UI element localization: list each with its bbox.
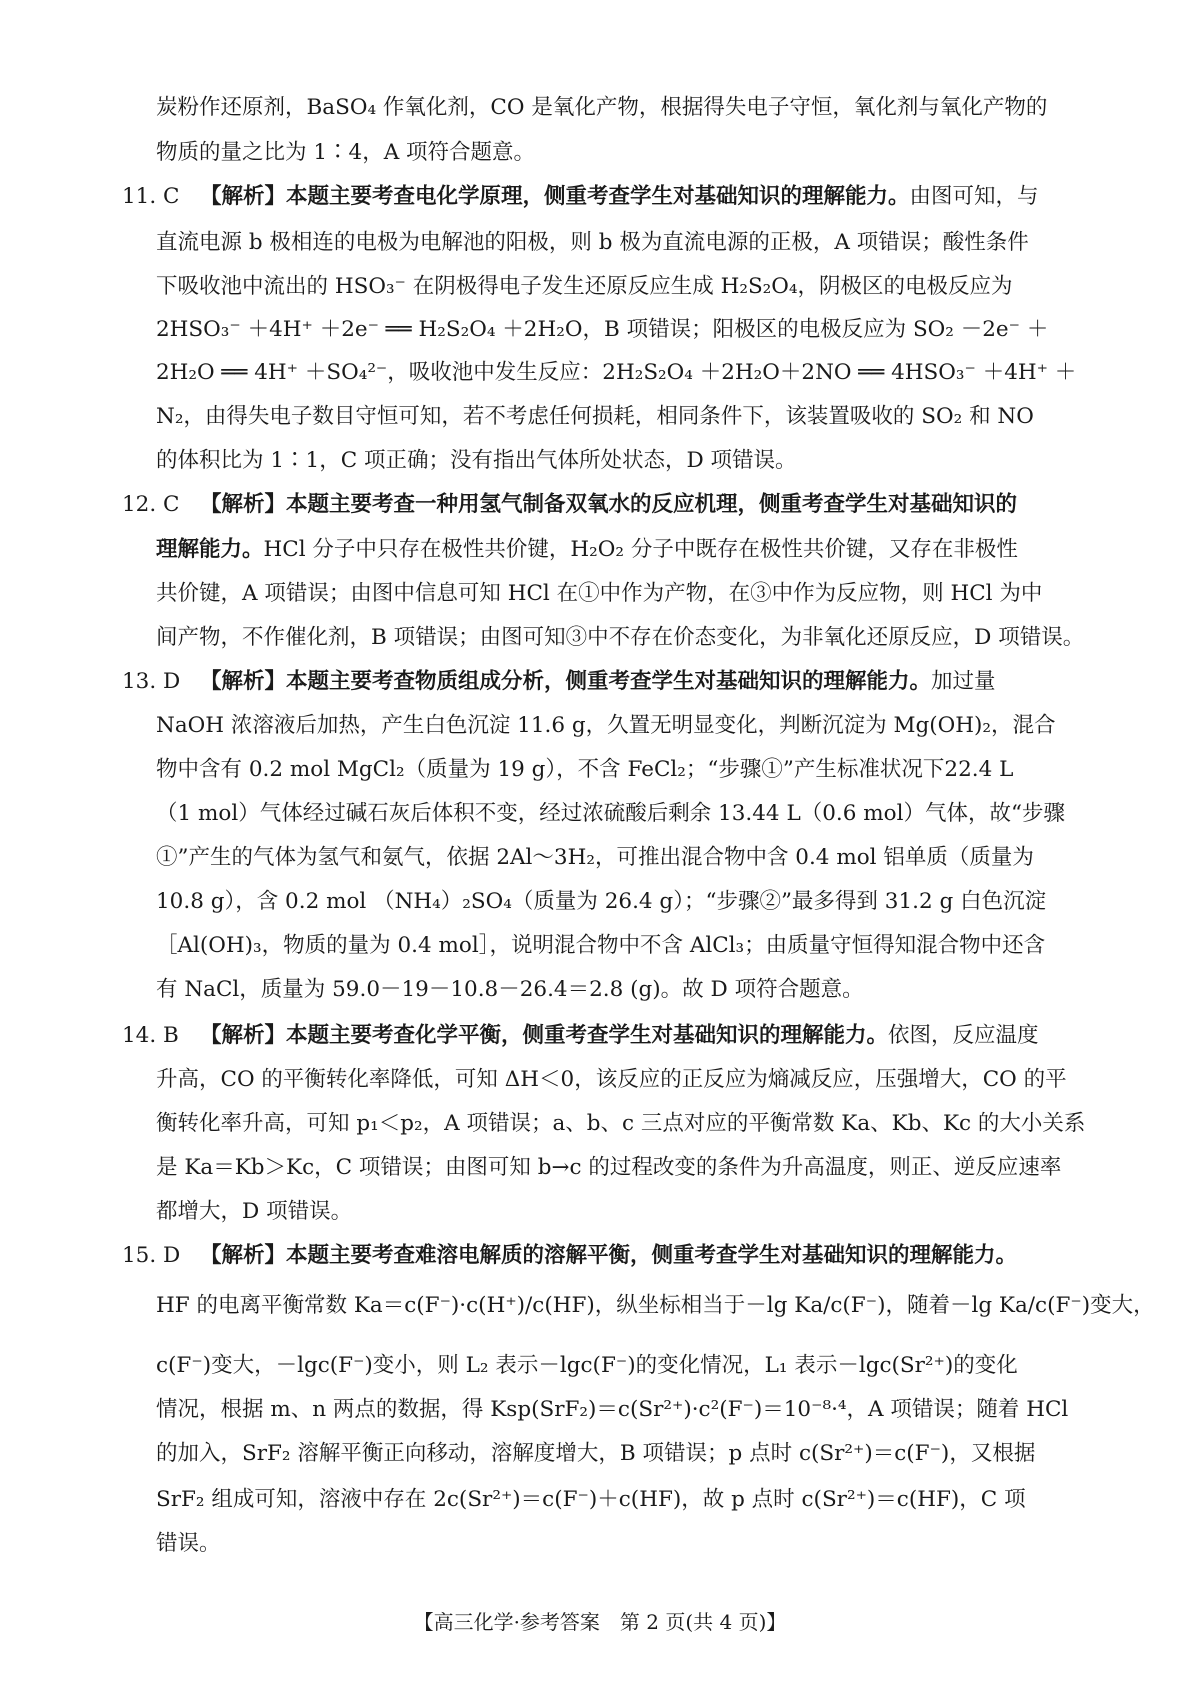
analysis-heading: 理解能力。 <box>156 537 264 562</box>
line-text: 的体积比为 1∶1，C 项正确；没有指出气体所处状态，D 项错误。 <box>156 448 797 473</box>
line-text: 10.8 g），含 0.2 mol （NH₄）₂SO₄（质量为 26.4 g）；“步骤②”最多得到 31.2 g 白色沉淀 <box>156 889 1047 914</box>
text-line <box>0 792 1200 836</box>
line-text: ［Al(OH)₃，物质的量为 0.4 mol］，说明混合物中不含 AlCl₃；由质量守恒得知混合物中还含 <box>156 933 1046 958</box>
text-line <box>0 308 1200 352</box>
line-text: 物中含有 0.2 mol MgCl₂（质量为 19 g），不含 FeCl₂；“步骤①”产生标准状况下22.4 L <box>156 757 1014 782</box>
line-text: NaOH 浓溶液后加热，产生白色沉淀 11.6 g，久置无明显变化，判断沉淀为 Mg(OH)₂，混合 <box>156 713 1056 738</box>
line-text: 【解析】本题主要考查物质组成分析，侧重考查学生对基础知识的理解能力。加过量 <box>200 660 1090 704</box>
line-text: 下吸收池中流出的 HSO₃⁻ 在阴极得电子发生还原反应生成 H₂S₂O₄，阴极区的电极反应为 <box>156 274 1013 299</box>
text-line <box>0 395 1200 439</box>
analysis-heading: 【解析】本题主要考查难溶电解质的溶解平衡，侧重考查学生对基础知识的理解能力。 <box>200 1243 1018 1268</box>
text-line <box>0 836 1200 880</box>
question-number: 11. C <box>122 184 180 209</box>
question-number: 14. B <box>122 1023 179 1048</box>
line-text: 直流电源 b 极相连的电极为电解池的阳极，则 b 极为直流电源的正极，A 项错误；酸性条件 <box>156 230 1029 255</box>
analysis-heading: 【解析】本题主要考查化学平衡，侧重考查学生对基础知识的理解能力。 <box>200 1023 889 1048</box>
text-line <box>0 1102 1200 1146</box>
line-text: HF 的电离平衡常数 Ka＝c(F⁻)·c(H⁺)/c(HF)，纵坐标相当于－lg Ka/c(F⁻)，随着－lg Ka/c(F⁻)变大， <box>156 1293 1155 1318</box>
question-number: 12. C <box>122 492 180 517</box>
text-line <box>0 86 1200 130</box>
line-text: c(F⁻)变大，－lgc(F⁻)变小，则 L₂ 表示－lgc(F⁻)的变化情况，L₁ 表示－lgc(Sr²⁺)的变化 <box>156 1353 1018 1378</box>
text-line <box>0 351 1200 395</box>
text-line <box>0 1522 1200 1566</box>
text-line <box>0 221 1200 265</box>
line-text: 间产物，不作催化剂，B 项错误；由图可知③中不存在价态变化，为非氧化还原反应，D 项错误。 <box>156 625 1085 650</box>
text-line <box>0 704 1200 748</box>
text-line <box>0 1432 1200 1476</box>
line-text: 2HSO₃⁻ ＋4H⁺ ＋2e⁻ ══ H₂S₂O₄ ＋2H₂O，B 项错误；阳极区的电极反应为 SO₂ －2e⁻ ＋ <box>156 317 1049 342</box>
line-text: 炭粉作还原剂，BaSO₄ 作氧化剂，CO 是氧化产物，根据得失电子守恒，氧化剂与氧化产物的 <box>156 95 1048 120</box>
page-footer: 【高三化学·参考答案 第 2 页(共 4 页)】 <box>413 1610 787 1634</box>
text-line <box>0 880 1200 924</box>
line-text: 共价键，A 项错误；由图中信息可知 HCl 在①中作为产物，在③中作为反应物，则 HCl 为中 <box>156 581 1043 606</box>
analysis-heading: 【解析】本题主要考查物质组成分析，侧重考查学生对基础知识的理解能力。 <box>200 669 932 694</box>
line-text: 有 NaCl，质量为 59.0－19－10.8－26.4＝2.8 (g)。故 D 项符合题意。 <box>156 977 864 1002</box>
line-text: 的加入，SrF₂ 溶解平衡正向移动，溶解度增大，B 项错误；p 点时 c(Sr²⁺)＝c(F⁻)，又根据 <box>156 1441 1036 1466</box>
line-text: 2H₂O ══ 4H⁺ ＋SO₄²⁻，吸收池中发生反应：2H₂S₂O₄ ＋2H₂O＋2NO ══ 4HSO₃⁻ ＋4H⁺ ＋ <box>156 360 1077 385</box>
line-text: 升高，CO 的平衡转化率降低，可知 ΔH＜0，该反应的正反应为熵减反应，压强增大，CO 的平 <box>156 1067 1067 1092</box>
text-line <box>0 265 1200 309</box>
text-line <box>0 748 1200 792</box>
line-text: 衡转化率升高，可知 p₁＜p₂，A 项错误；a、b、c 三点对应的平衡常数 Ka、Kb、Kc 的大小关系 <box>156 1111 1086 1136</box>
line-text: 【解析】本题主要考查化学平衡，侧重考查学生对基础知识的理解能力。依图，反应温度 <box>200 1014 1090 1058</box>
analysis-heading: 【解析】本题主要考查电化学原理，侧重考查学生对基础知识的理解能力。 <box>200 184 910 209</box>
line-text: 物质的量之比为 1∶4，A 项符合题意。 <box>156 140 536 165</box>
question-number: 15. D <box>122 1243 181 1268</box>
line-text <box>200 483 1090 527</box>
analysis-heading: 【解析】本题主要考查一种用氢气制备双氧水的反应机理，侧重考查学生对基础知识的 <box>200 492 1018 517</box>
line-text: （1 mol）气体经过碱石灰后体积不变，经过浓硫酸后剩余 13.44 L（0.6 mol）气体，故“步骤 <box>156 801 1065 826</box>
text-line <box>0 131 1200 175</box>
text-line <box>0 1284 1200 1328</box>
line-text: SrF₂ 组成可知，溶液中存在 2c(Sr²⁺)＝c(F⁻)＋c(HF)，故 p 点时 c(Sr²⁺)＝c(HF)，C 项 <box>156 1487 1026 1512</box>
line-text: 【解析】本题主要考查电化学原理，侧重考查学生对基础知识的理解能力。由图可知，与 <box>200 175 1090 219</box>
text-line <box>0 968 1200 1012</box>
question-number: 13. D <box>122 669 181 694</box>
text-line <box>0 1234 1200 1278</box>
text-line <box>0 924 1200 968</box>
line-text: ①”产生的气体为氢气和氨气，依据 2Al～3H₂，可推出混合物中含 0.4 mol 铝单质（质量为 <box>156 845 1034 870</box>
line-text: 情况，根据 m、n 两点的数据，得 Ksp(SrF₂)＝c(Sr²⁺)·c²(F⁻)＝10⁻⁸·⁴，A 项错误；随着 HCl <box>156 1397 1069 1422</box>
text-line <box>0 175 1200 219</box>
text-line <box>0 572 1200 616</box>
text-line <box>0 660 1200 704</box>
line-text <box>200 1234 1090 1278</box>
text-line <box>0 1190 1200 1234</box>
text-line <box>0 483 1200 527</box>
line-text: 错误。 <box>156 1531 221 1556</box>
text-line <box>0 439 1200 483</box>
line-text: N₂，由得失电子数目守恒可知，若不考虑任何损耗，相同条件下，该装置吸收的 SO₂ 和 NO <box>156 404 1034 429</box>
text-line <box>0 1344 1200 1388</box>
line-text: 都增大，D 项错误。 <box>156 1199 353 1224</box>
text-line <box>0 528 1200 572</box>
text-line <box>0 1014 1200 1058</box>
text-line <box>0 1478 1200 1522</box>
text-line <box>0 1146 1200 1190</box>
text-line <box>0 1058 1200 1102</box>
line-text: 理解能力。HCl 分子中只存在极性共价键，H₂O₂ 分子中既存在极性共价键，又存在非极性 <box>156 528 1018 572</box>
text-line <box>0 1388 1200 1432</box>
text-line <box>0 616 1200 660</box>
line-text: 是 Ka＝Kb＞Kc，C 项错误；由图可知 b→c 的过程改变的条件为升高温度，则正、逆反应速率 <box>156 1155 1062 1180</box>
